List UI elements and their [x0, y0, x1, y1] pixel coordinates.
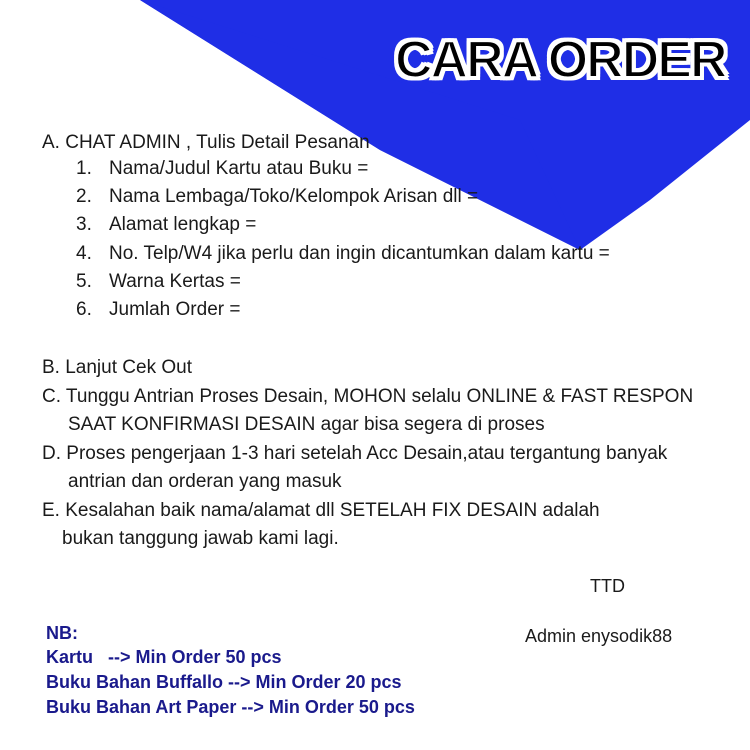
nb-heading: NB:	[46, 623, 78, 643]
item-text: Jumlah Order =	[109, 299, 241, 320]
item-text: Warna Kertas =	[109, 271, 241, 292]
step-a-label: A. CHAT ADMIN , Tulis Detail Pesanan	[42, 132, 370, 153]
signature-admin: Admin enysodik88	[525, 626, 673, 646]
item-number: 1.	[76, 158, 92, 179]
nb-line: Kartu --> Min Order 50 pcs	[46, 647, 282, 667]
item-text: Nama Lembaga/Toko/Kelompok Arisan dll =	[109, 186, 479, 207]
step-d-line-1: D. Proses pengerjaan 1-3 hari setelah Acc Desain,atau tergantung banyak	[42, 443, 668, 464]
item-text: Nama/Judul Kartu atau Buku =	[109, 158, 369, 179]
step-c-line-1: C. Tunggu Antrian Proses Desain, MOHON selalu ONLINE & FAST RESPON	[42, 386, 694, 407]
nb-line: Buku Bahan Buffallo --> Min Order 20 pcs	[46, 672, 402, 692]
item-text: Alamat lengkap =	[109, 214, 257, 235]
item-number: 5.	[76, 271, 92, 292]
step-e-line-1: E. Kesalahan baik nama/alamat dll SETELAH FIX DESAIN adalah	[42, 500, 600, 521]
step-d-line-2: antrian dan orderan yang masuk	[68, 471, 342, 492]
item-number: 4.	[76, 243, 92, 264]
item-text: No. Telp/W4 jika perlu dan ingin dicantumkan dalam kartu =	[109, 243, 610, 264]
item-number: 6.	[76, 299, 92, 320]
step-c-line-2: SAAT KONFIRMASI DESAIN agar bisa segera di proses	[68, 414, 545, 435]
signature-ttd: TTD	[590, 576, 625, 596]
item-number: 2.	[76, 186, 92, 207]
nb-line: Buku Bahan Art Paper --> Min Order 50 pcs	[46, 697, 415, 717]
page-title: CARA ORDER	[395, 31, 726, 89]
step-e-line-2: bukan tanggung jawab kami lagi.	[62, 528, 339, 549]
item-number: 3.	[76, 214, 92, 235]
step-b-text: B. Lanjut Cek Out	[42, 357, 192, 378]
